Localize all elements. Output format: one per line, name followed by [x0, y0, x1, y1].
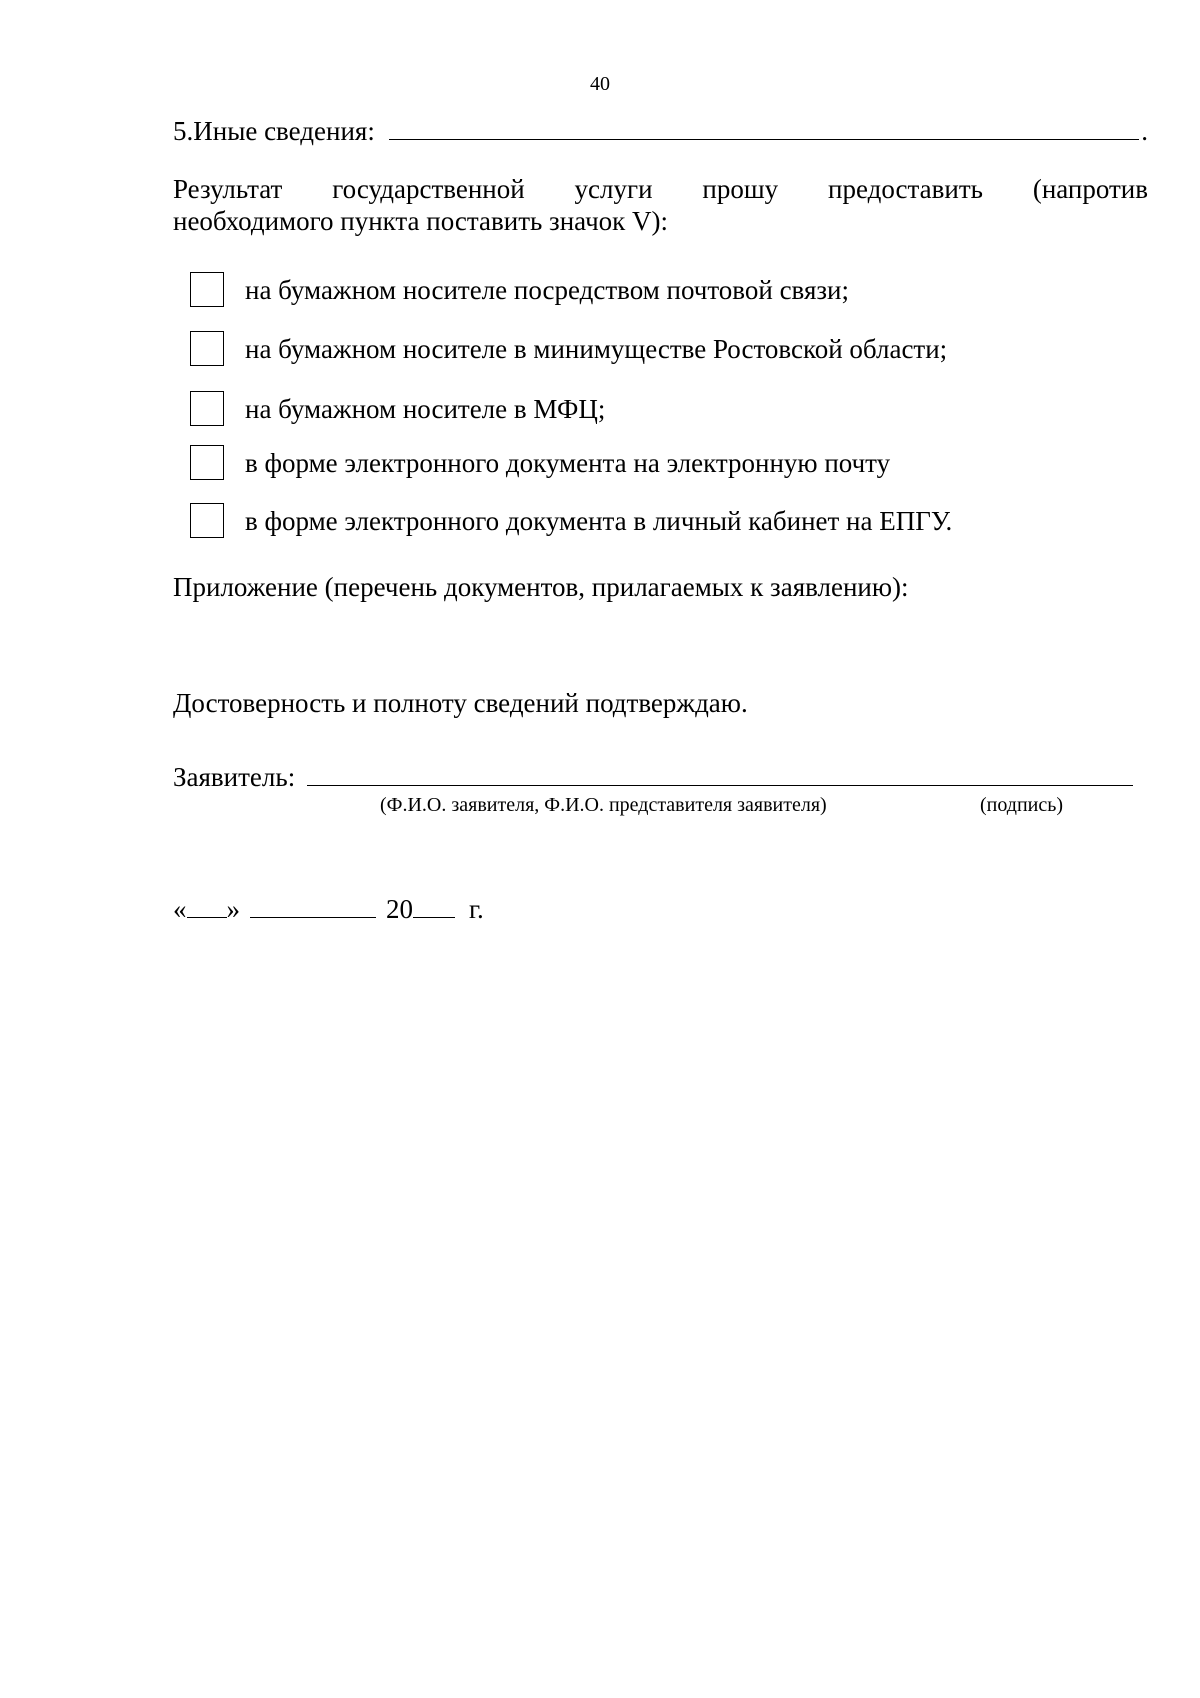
- applicant-signature-hint: (подпись): [980, 794, 1064, 816]
- delivery-option-label: в форме электронного документа в личный кабинет на ЕПГУ.: [245, 505, 953, 536]
- date-suffix: г.: [469, 894, 484, 924]
- other-info-trailing: .: [1141, 116, 1148, 146]
- delivery-option[interactable]: [190, 331, 947, 366]
- delivery-option-checkbox[interactable]: [190, 331, 224, 366]
- applicant-label: Заявитель:: [173, 762, 296, 792]
- date-century: 20: [386, 894, 413, 924]
- delivery-option-checkbox[interactable]: [190, 391, 224, 426]
- applicant-row: [173, 760, 1133, 793]
- delivery-option[interactable]: [190, 503, 952, 538]
- result-intro-line1: Результат государственной услуги прошу предоставить (напротив: [173, 174, 1148, 204]
- delivery-option-checkbox[interactable]: [190, 272, 224, 307]
- date-close-quote: »: [226, 894, 240, 924]
- date-year-field[interactable]: [413, 895, 455, 918]
- result-intro: [173, 173, 1148, 237]
- delivery-option-checkbox[interactable]: [190, 503, 224, 538]
- attachments-label: Приложение (перечень документов, прилагаемых к заявлению):: [173, 572, 909, 602]
- delivery-option-label: на бумажном носителе посредством почтовой связи;: [245, 274, 849, 305]
- date-row: [173, 893, 484, 925]
- delivery-option-checkbox[interactable]: [190, 445, 224, 480]
- delivery-option-label: на бумажном носителе в минимуществе Ростовской области;: [245, 333, 948, 364]
- applicant-signature-field[interactable]: [307, 760, 1133, 786]
- delivery-option-label: на бумажном носителе в МФЦ;: [245, 393, 606, 424]
- delivery-option[interactable]: [190, 445, 890, 480]
- delivery-option[interactable]: [190, 272, 849, 307]
- other-info-row: [173, 115, 1148, 147]
- confirmation-text: Достоверность и полноту сведений подтверждаю.: [173, 688, 748, 718]
- result-intro-line2: необходимого пункта поставить значок V):: [173, 206, 669, 236]
- other-info-field[interactable]: [389, 115, 1139, 140]
- date-open-quote: «: [173, 894, 187, 924]
- delivery-option[interactable]: [190, 391, 605, 426]
- applicant-name-hint: (Ф.И.О. заявителя, Ф.И.О. представителя заявителя): [380, 794, 827, 816]
- other-info-label: 5.Иные сведения:: [173, 116, 375, 146]
- date-day-field[interactable]: [187, 895, 227, 918]
- delivery-option-label: в форме электронного документа на электронную почту: [245, 447, 891, 478]
- date-month-field[interactable]: [250, 895, 376, 918]
- page-number: 40: [590, 73, 610, 95]
